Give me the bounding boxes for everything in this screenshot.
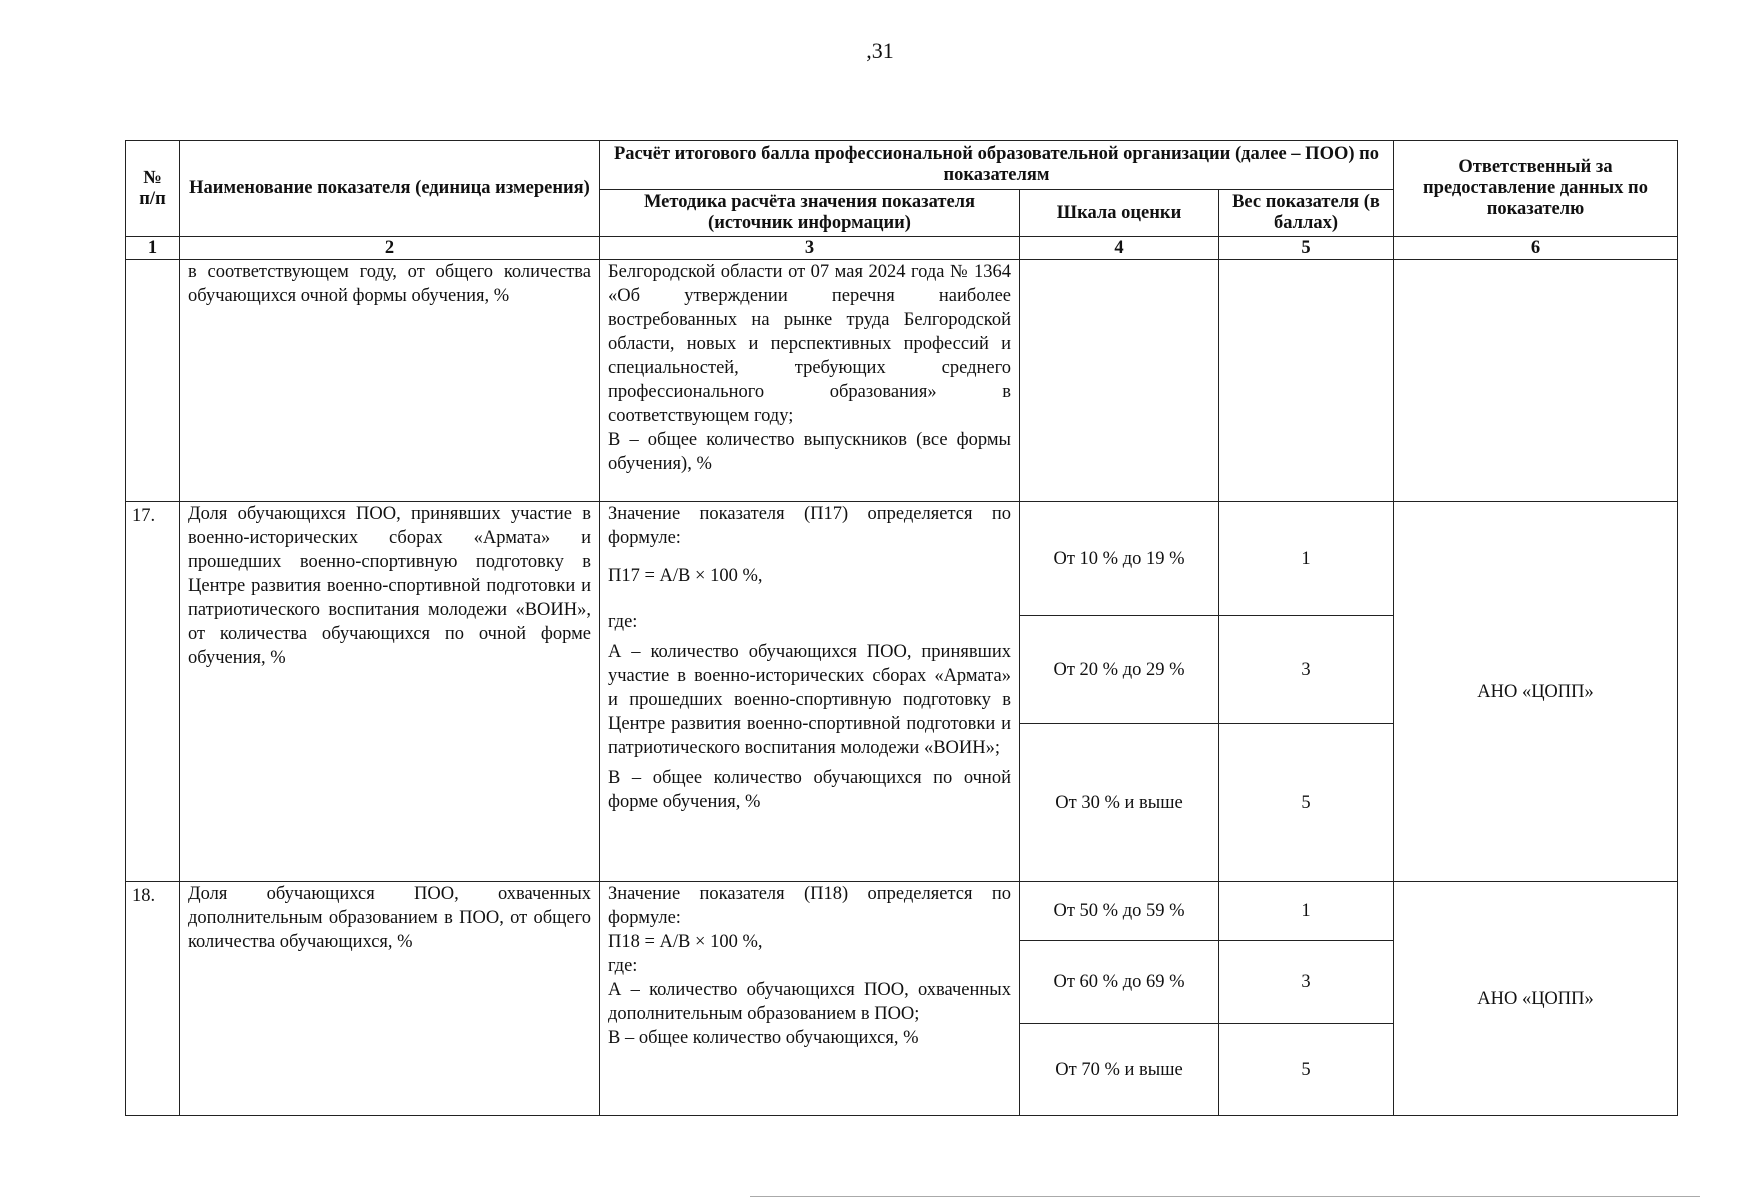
weight-value: 1: [1219, 502, 1394, 616]
responsible-cell: [1394, 260, 1678, 502]
row-number: 17.: [126, 502, 180, 882]
header-scale: Шкала оценки: [1020, 190, 1219, 237]
method-a: А – количество обучающихся ПОО, охваченных дополнительным образованием в ПОО;: [608, 980, 1011, 1024]
header-num: № п/п: [126, 141, 180, 237]
method-intro: Значение показателя (П17) определяется по формуле:: [608, 504, 1011, 548]
column-number: 1: [126, 237, 180, 260]
row-number: [126, 260, 180, 502]
header-row-1: [126, 141, 1678, 190]
formula: П17 = А/В × 100 %,: [608, 566, 763, 586]
method-cell: [600, 502, 1020, 882]
scale-value: От 50 % до 59 %: [1020, 882, 1219, 941]
column-number-row: [126, 237, 1678, 260]
responsible-org: АНО «ЦОПП»: [1394, 502, 1678, 882]
scale-cell: [1020, 260, 1219, 502]
scale-value: От 20 % до 29 %: [1020, 616, 1219, 724]
formula: П18 = А/В × 100 %,: [608, 932, 763, 952]
indicator-name: Доля обучающихся ПОО, охваченных дополнительным образованием в ПОО, от общего количества обучающихся, %: [180, 882, 600, 1116]
header-calc-group: Расчёт итогового балла профессиональной образовательной организации (далее – ПОО) по показателям: [600, 141, 1394, 190]
indicators-table: [125, 140, 1678, 1116]
weight-value: 5: [1219, 724, 1394, 882]
column-number: 4: [1020, 237, 1219, 260]
footer-divider: [750, 1196, 1700, 1197]
page-number: ,31: [866, 38, 894, 63]
scale-value: От 60 % до 69 %: [1020, 941, 1219, 1024]
method-a: А – количество обучающихся ПОО, принявших участие в военно-исторических сборах «Армата» и прошедших военно-спортивную подготовку в Центре развития военно-спортивной подготовки и патриотического воспитания молодежи «ВОИН»;: [608, 642, 1011, 758]
method-where: где:: [608, 956, 638, 976]
weight-cell: [1219, 260, 1394, 502]
weight-value: 1: [1219, 882, 1394, 941]
weight-value: 3: [1219, 941, 1394, 1024]
header-name: Наименование показателя (единица измерения): [180, 141, 600, 237]
indicator-name: Доля обучающихся ПОО, принявших участие в военно-исторических сборах «Армата» и прошедших военно-спортивную подготовку в Центре развития военно-спортивной подготовки и патриотического воспитания молодежи «ВОИН», от количества обучающихся по очной форме обучения, %: [180, 502, 600, 882]
table-row-continuation: [126, 260, 1678, 502]
method-text: Белгородской области от 07 мая 2024 года № 1364 «Об утверждении перечня наиболее востребованных на рынке труда Белгородской области, новых и перспективных профессий и специальностей, требующих среднего профессионального образования» в соответствующем году;: [608, 262, 1011, 426]
header-weight: Вес показателя (в баллах): [1219, 190, 1394, 237]
responsible-org: АНО «ЦОПП»: [1394, 882, 1678, 1116]
method-b: В – общее количество обучающихся, %: [608, 1028, 919, 1048]
weight-value: 3: [1219, 616, 1394, 724]
scale-value: От 30 % и выше: [1020, 724, 1219, 882]
column-number: 5: [1219, 237, 1394, 260]
row-number: 18.: [126, 882, 180, 1116]
method-text: В – общее количество выпускников (все формы обучения), %: [608, 430, 1011, 474]
method-intro: Значение показателя (П18) определяется по формуле:: [608, 884, 1011, 928]
scale-value: От 70 % и выше: [1020, 1024, 1219, 1116]
column-number: 6: [1394, 237, 1678, 260]
table-row-17: [126, 502, 1678, 616]
indicator-name: в соответствующем году, от общего количества обучающихся очной формы обучения, %: [180, 260, 600, 502]
method-b: В – общее количество обучающихся по очной форме обучения, %: [608, 768, 1011, 812]
column-number: 2: [180, 237, 600, 260]
method-cell: [600, 260, 1020, 502]
header-method: Методика расчёта значения показателя (источник информации): [600, 190, 1020, 237]
header-responsible: Ответственный за предоставление данных по показателю: [1394, 141, 1678, 237]
scale-value: От 10 % до 19 %: [1020, 502, 1219, 616]
column-number: 3: [600, 237, 1020, 260]
table-row-18: [126, 882, 1678, 941]
method-cell: [600, 882, 1020, 1116]
method-where: где:: [608, 612, 638, 632]
weight-value: 5: [1219, 1024, 1394, 1116]
